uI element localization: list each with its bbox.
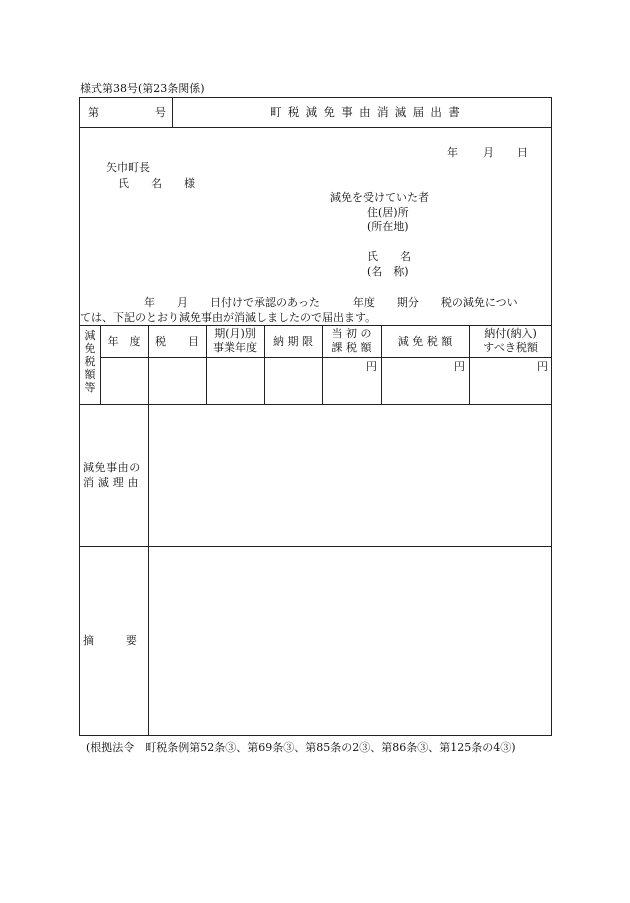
col-header-year: 年 度 — [107, 335, 141, 348]
col-header-period-line1: 期(月)別 — [214, 327, 256, 340]
addressee-name-label: 氏 名 — [118, 177, 162, 190]
col-header-payable-line2: すべき税額 — [483, 341, 538, 354]
addressee-honorific: 様 — [184, 177, 195, 190]
date-month-label: 月 — [483, 146, 494, 159]
col-header-payable-line1: 納付(納入) — [484, 327, 537, 340]
col-header-exempt: 減 免 税 額 — [397, 335, 453, 348]
date-year-label: 年 — [447, 146, 458, 159]
body-text-line1: 年 月 日付けで承認のあった 年度 期分 税の減免につい — [144, 296, 518, 309]
reason-label-line2: 消滅理由 — [83, 476, 143, 489]
col-header-initial-line2: 課 税 額 — [331, 341, 372, 354]
number-label-left: 第 — [88, 106, 99, 119]
table-bottom-rule — [79, 404, 552, 405]
legal-basis-footer: (根拠法令 町税条例第52条③、第69条③、第85条の2③、第86条③、第125条の4③) — [86, 741, 516, 754]
form-frame — [79, 97, 552, 736]
col-header-period-line2: 事業年度 — [213, 341, 257, 354]
col-header-initial-line1: 当 初 の — [331, 327, 372, 340]
date-day-label: 日 — [517, 146, 528, 159]
body-text-line2: ては、下記のとおり減免事由が消滅しましたので届出ます。 — [80, 311, 377, 324]
table-header-rule — [100, 357, 552, 358]
addressee-office: 矢巾町長 — [106, 161, 150, 174]
applicant-name-alt-label: (名 称) — [367, 265, 409, 278]
col-header-tax: 税 目 — [155, 335, 199, 348]
form-number: 様式第38号(第23条関係) — [80, 82, 205, 95]
header-divider — [79, 127, 552, 128]
form-title: 町税減免事由消滅届出書 — [270, 105, 467, 119]
applicant-heading: 減免を受けていた者 — [330, 191, 429, 204]
remarks-label: 摘 要 — [83, 634, 141, 647]
col-rule-2 — [148, 325, 149, 736]
unit-payable-text: 円 — [537, 360, 548, 373]
unit-initial-text: 円 — [366, 360, 377, 373]
number-label-right: 号 — [155, 106, 166, 119]
table-side-label: 減免税額等 — [84, 329, 96, 394]
reason-label-line1: 減免事由の — [83, 461, 141, 474]
applicant-address-label: 住(居)所 — [367, 206, 409, 219]
header-number-divider — [172, 97, 173, 127]
applicant-address-alt-label: (所在地) — [367, 220, 409, 233]
col-header-deadline: 納 期 限 — [273, 335, 313, 348]
table-top-rule — [79, 325, 552, 326]
reason-bottom-rule — [79, 546, 552, 547]
applicant-name-label: 氏 名 — [367, 250, 411, 263]
unit-exempt-text: 円 — [454, 360, 465, 373]
